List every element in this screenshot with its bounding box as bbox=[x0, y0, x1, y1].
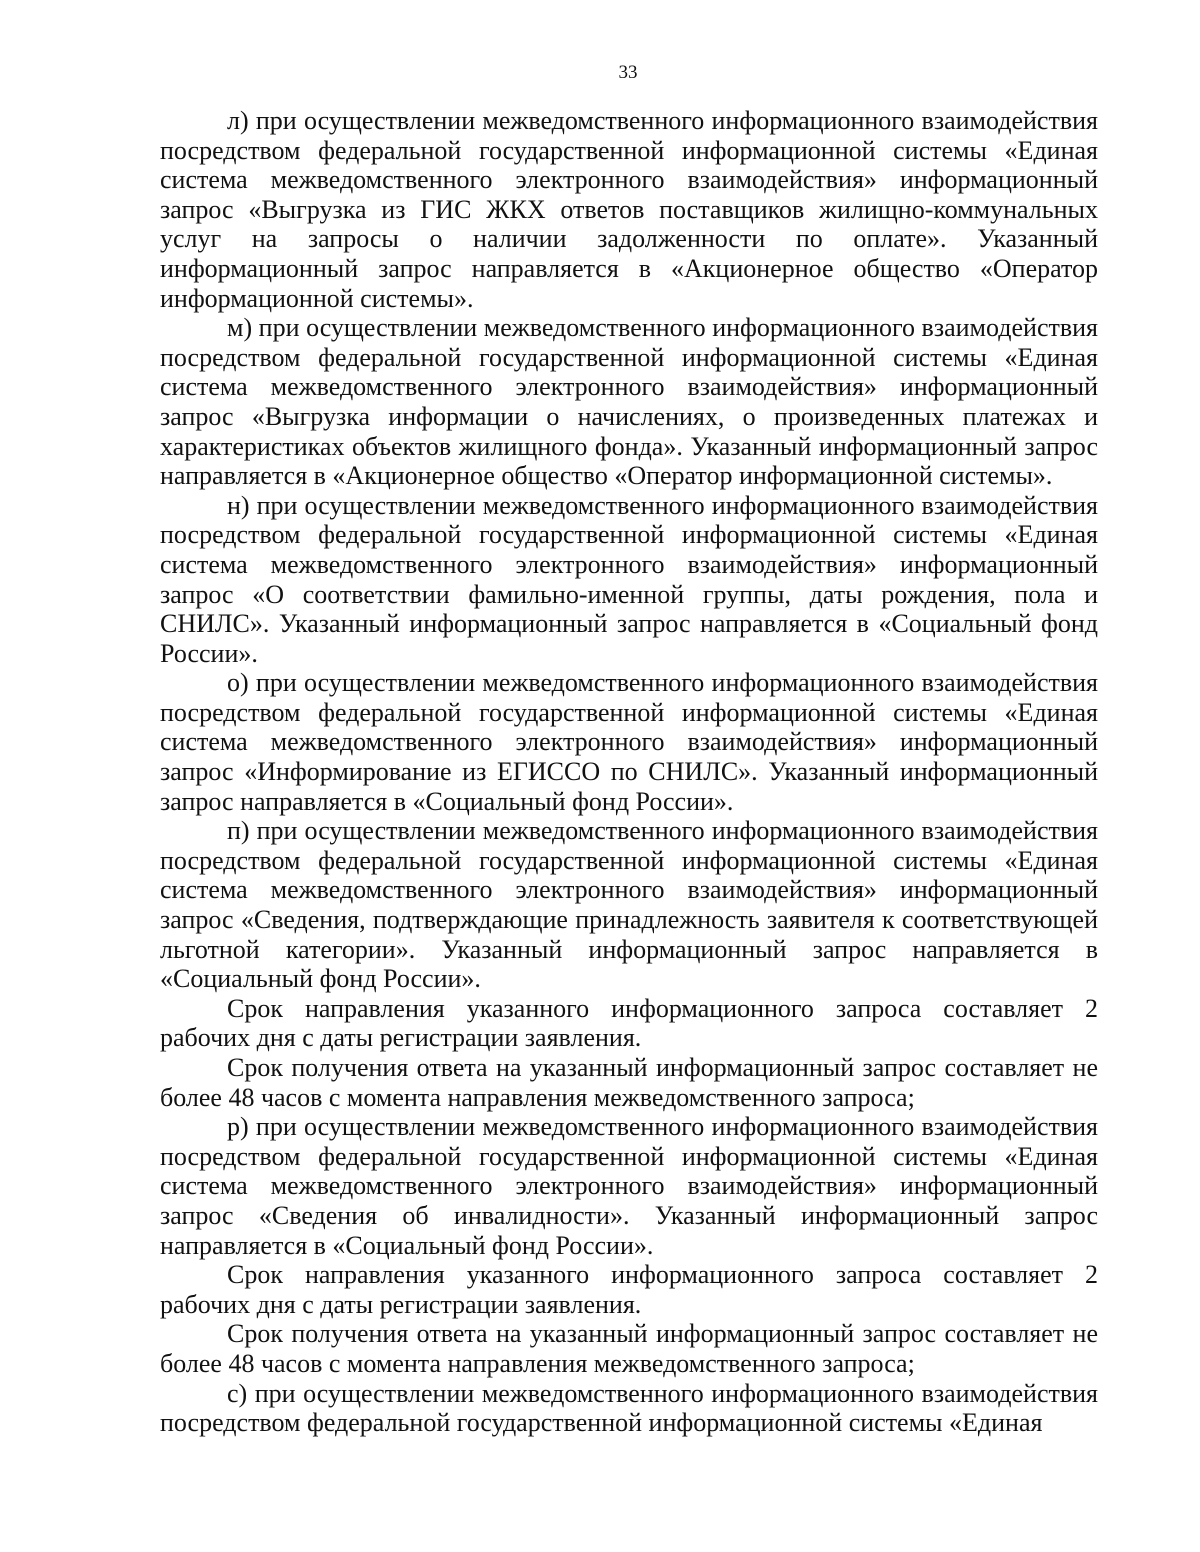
paragraph-o: о) при осуществлении межведомственного информационного взаимодействия посредством федеральной государственной информационной системы «Единая система межведомственного электронного взаимодействия» информационный запрос «Информирование из ЕГИССО по СНИЛС». Указанный информационный запрос направляется в «Социальный фонд России». bbox=[160, 668, 1098, 816]
paragraph-deadline-send-2: Срок направления указанного информационного запроса составляет 2 рабочих дня с даты регистрации заявления. bbox=[160, 1260, 1098, 1319]
paragraph-p: п) при осуществлении межведомственного информационного взаимодействия посредством федеральной государственной информационной системы «Единая система межведомственного электронного взаимодействия» информационный запрос «Сведения, подтверждающие принадлежность заявителя к соответствующей льготной категории». Указанный информационный запрос направляется в «Социальный фонд России». bbox=[160, 816, 1098, 994]
paragraph-l: л) при осуществлении межведомственного информационного взаимодействия посредством федеральной государственной информационной системы «Единая система межведомственного электронного взаимодействия» информационный запрос «Выгрузка из ГИС ЖКХ ответов поставщиков жилищно-коммунальных услуг на запросы о наличии задолженности по оплате». Указанный информационный запрос направляется в «Акционерное общество «Оператор информационной системы». bbox=[160, 106, 1098, 313]
paragraph-deadline-response: Срок получения ответа на указанный информационный запрос составляет не более 48 часов с момента направления межведомственного запроса; bbox=[160, 1053, 1098, 1112]
paragraph-s: с) при осуществлении межведомственного информационного взаимодействия посредством федеральной государственной информационной системы «Единая bbox=[160, 1378, 1098, 1438]
paragraph-deadline-response-2: Срок получения ответа на указанный информационный запрос составляет не более 48 часов с момента направления межведомственного запроса; bbox=[160, 1319, 1098, 1378]
paragraph-r: р) при осуществлении межведомственного информационного взаимодействия посредством федеральной государственной информационной системы «Единая система межведомственного электронного взаимодействия» информационный запрос «Сведения об инвалидности». Указанный информационный запрос направляется в «Социальный фонд России». bbox=[160, 1112, 1098, 1260]
paragraph-n: н) при осуществлении межведомственного информационного взаимодействия посредством федеральной государственной информационной системы «Единая система межведомственного электронного взаимодействия» информационный запрос «О соответствии фамильно-именной группы, даты рождения, пола и СНИЛС». Указанный информационный запрос направляется в «Социальный фонд России». bbox=[160, 490, 1098, 668]
paragraph-m: м) при осуществлении межведомственного информационного взаимодействия посредством федеральной государственной информационной системы «Единая система межведомственного электронного взаимодействия» информационный запрос «Выгрузка информации о начислениях, о произведенных платежах и характеристиках объектов жилищного фонда». Указанный информационный запрос направляется в «Акционерное общество «Оператор информационной системы». bbox=[160, 313, 1098, 491]
page-number: 33 bbox=[618, 62, 638, 83]
paragraph-deadline-send: Срок направления указанного информационного запроса составляет 2 рабочих дня с даты регистрации заявления. bbox=[160, 993, 1098, 1053]
document-body bbox=[160, 106, 1098, 1438]
